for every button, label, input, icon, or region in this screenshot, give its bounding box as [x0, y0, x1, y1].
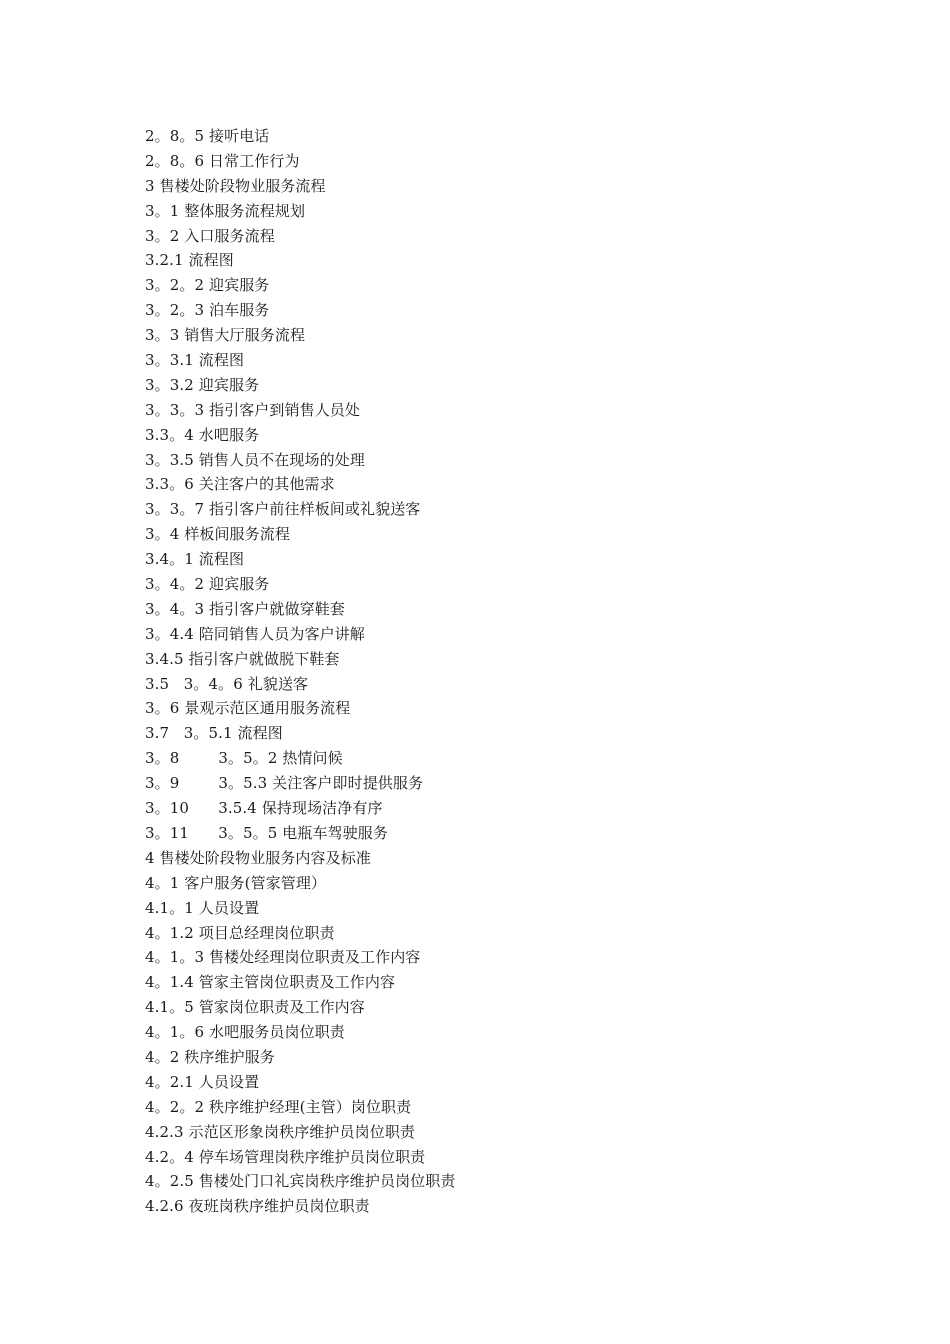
- toc-line: 3。11 3。5。5 电瓶车驾驶服务: [145, 823, 388, 842]
- toc-line: 3.4.5 指引客户就做脱下鞋套: [145, 649, 340, 668]
- toc-line: 3。2。3 泊车服务: [145, 301, 270, 320]
- toc-line: 4.2。4 停车场管理岗秩序维护员岗位职责: [145, 1147, 426, 1166]
- toc-line: 3。2 入口服务流程: [145, 226, 275, 245]
- toc-line: 4。1 客户服务(管家管理）: [145, 873, 327, 892]
- toc-line: 4.2.6 夜班岗秩序维护员岗位职责: [145, 1197, 370, 1216]
- toc-line: 3。3。7 指引客户前往样板间或礼貌送客: [145, 500, 421, 519]
- toc-line: 4.1。1 人员设置: [145, 898, 260, 917]
- toc-line: 3。4。3 指引客户就做穿鞋套: [145, 599, 345, 618]
- toc-line: 4。2 秩序维护服务: [145, 1047, 275, 1066]
- toc-line: 3.2.1 流程图: [145, 251, 234, 270]
- toc-line: 3。3.1 流程图: [145, 351, 245, 370]
- toc-line: 3 售楼处阶段物业服务流程: [145, 176, 326, 195]
- toc-line: 2。8。6 日常工作行为: [145, 151, 300, 170]
- toc-line: 3。8 3。5。2 热情问候: [145, 749, 343, 768]
- toc-line: 4。1。6 水吧服务员岗位职责: [145, 1023, 345, 1042]
- toc-line: 3.3。6 关注客户的其他需求: [145, 475, 335, 494]
- toc-line: 3。9 3。5.3 关注客户即时提供服务: [145, 774, 424, 793]
- toc-line: 4。1.4 管家主管岗位职责及工作内容: [145, 973, 396, 992]
- toc-line: 3。3。3 指引客户到销售人员处: [145, 400, 360, 419]
- toc-line: 3。4 样板间服务流程: [145, 525, 290, 544]
- toc-line: 3。6 景观示范区通用服务流程: [145, 699, 351, 718]
- toc-line: 3。2。2 迎宾服务: [145, 276, 270, 295]
- toc-line: 3.4。1 流程图: [145, 550, 245, 569]
- toc-line: 3。1 整体服务流程规划: [145, 201, 306, 220]
- toc-line: 3。3 销售大厅服务流程: [145, 326, 306, 345]
- toc-line: 3.3。4 水吧服务: [145, 425, 260, 444]
- toc-line: 4。2。2 秩序维护经理(主管）岗位职责: [145, 1097, 412, 1116]
- toc-line: 4。2.1 人员设置: [145, 1072, 260, 1091]
- table-of-contents: [145, 124, 455, 1219]
- toc-line: 3。3.5 销售人员不在现场的处理: [145, 450, 365, 469]
- toc-line: 3。4.4 陪同销售人员为客户讲解: [145, 624, 365, 643]
- toc-line: 3。3.2 迎宾服务: [145, 375, 260, 394]
- toc-line: 3。10 3.5.4 保持现场洁净有序: [145, 799, 383, 818]
- toc-line: 4。2.5 售楼处门口礼宾岗秩序维护员岗位职责: [145, 1172, 456, 1191]
- toc-line: 3.5 3。4。6 礼貌送客: [145, 674, 309, 693]
- toc-line: 3.7 3。5.1 流程图: [145, 724, 283, 743]
- toc-line: 2。8。5 接听电话: [145, 127, 270, 145]
- toc-line: 4.2.3 示范区形象岗秩序维护员岗位职责: [145, 1122, 416, 1141]
- toc-line: 4。1.2 项目总经理岗位职责: [145, 923, 335, 942]
- toc-line: 4 售楼处阶段物业服务内容及标准: [145, 848, 371, 867]
- toc-line: 3。4。2 迎宾服务: [145, 575, 270, 594]
- toc-line: 4。1。3 售楼处经理岗位职责及工作内容: [145, 948, 421, 967]
- toc-line: 4.1。5 管家岗位职责及工作内容: [145, 998, 365, 1017]
